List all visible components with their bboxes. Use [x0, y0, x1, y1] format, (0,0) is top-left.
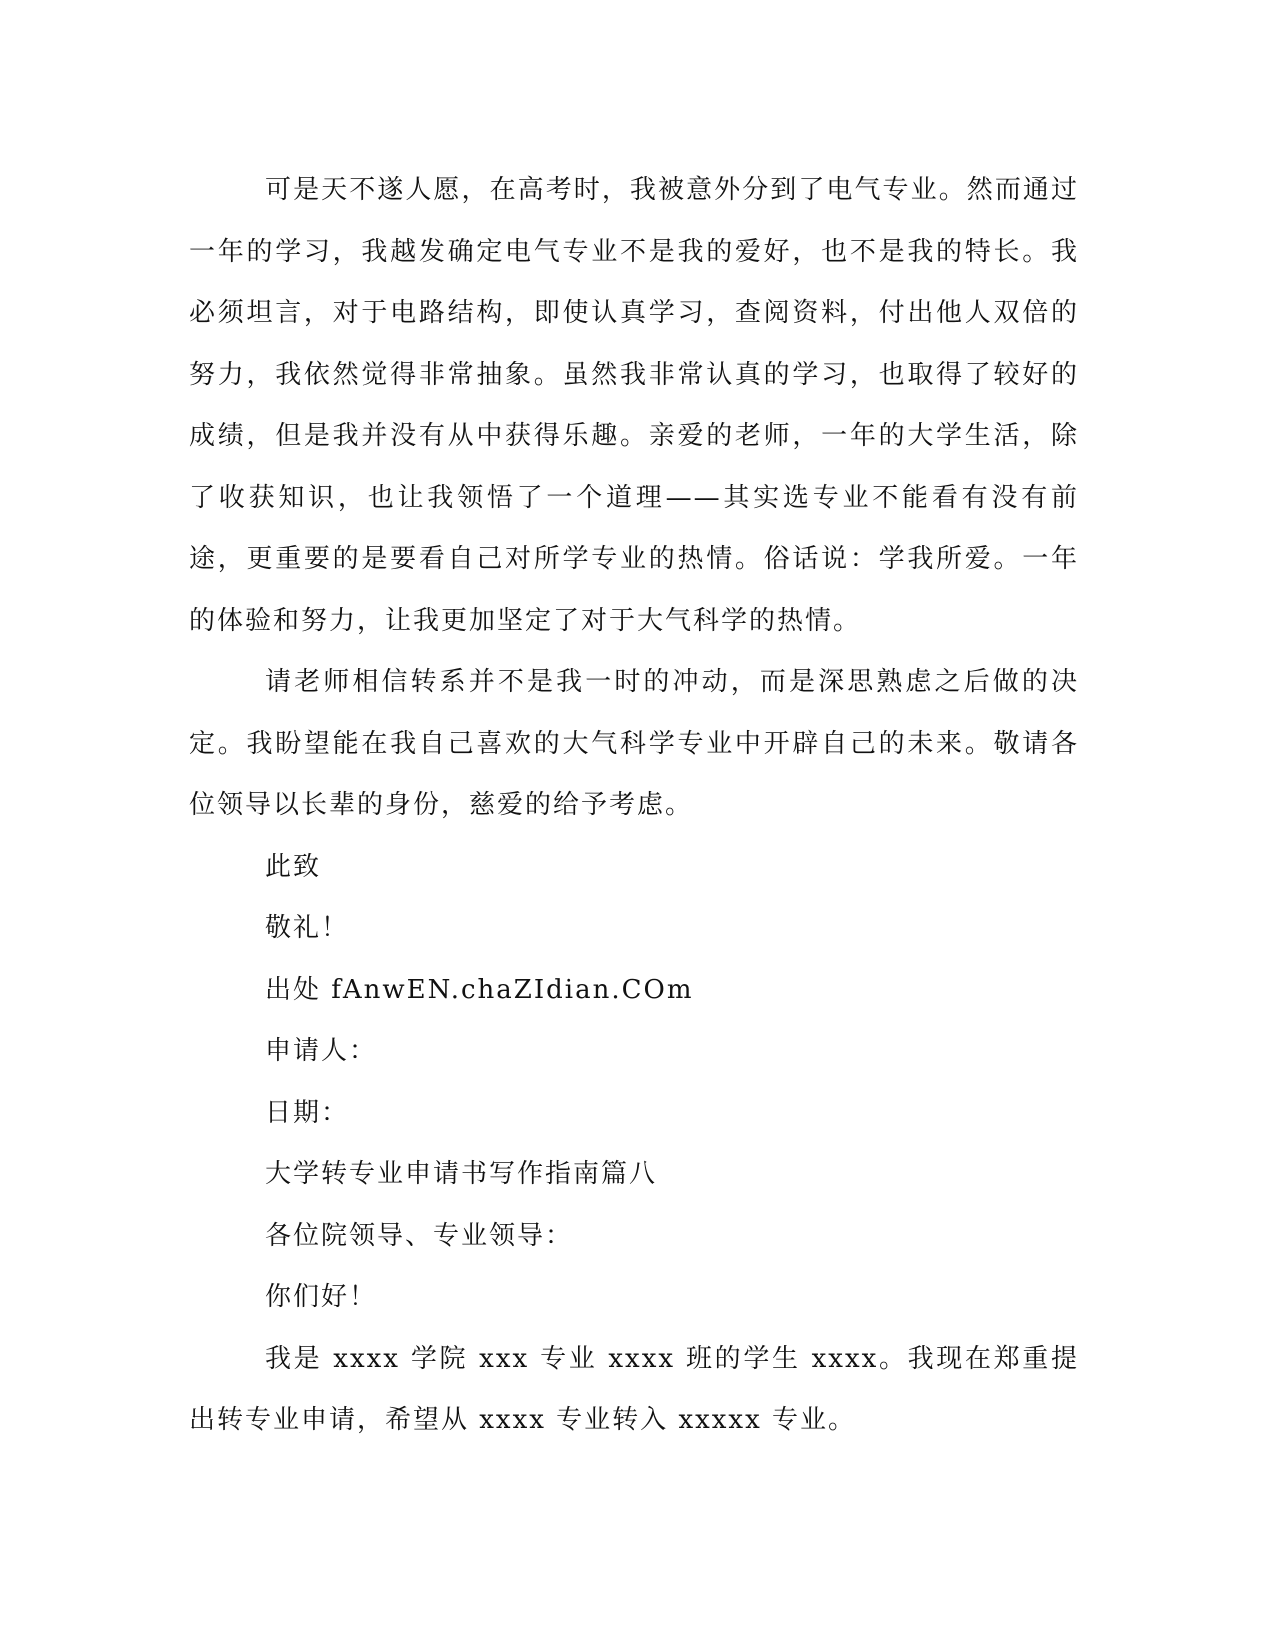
closing-salutation: 此致 — [265, 851, 322, 882]
closing-regards: 敬礼！ — [265, 913, 350, 943]
date-line: 日期： — [265, 1097, 350, 1128]
greeting: 你们好！ — [265, 1282, 378, 1312]
applicant-line: 申请人： — [265, 1036, 378, 1066]
source-line: 出处 fAnwEN.chaZIdian.COm — [265, 974, 694, 1005]
body-paragraph-1: 可是天不遂人愿，在高考时，我被意外分到了电气专业。然而通过一年的学习，我越发确定电气专业不是我的爱好，也不是我的特长。我必须坦言，对于电路结构，即使认真学习，查阅资料，付出他人双倍的努力，我依然觉得非常抽象。虽然我非常认真的学习，也取得了较好的成绩，但是我并没有从中获得乐趣。亲爱的老师，一年的大学生活，除了收获知识，也让我领悟了一个道理——其实选专业不能看有没有前途，更重要的是要看自己对所学专业的热情。俗话说：学我所爱。一年的体验和努力，让我更加坚定了对于大气科学的热情。 — [189, 175, 1079, 636]
greeting-recipient: 各位院领导、专业领导： — [265, 1220, 574, 1251]
section-title: 大学转专业申请书写作指南篇八 — [265, 1159, 658, 1189]
document-body — [189, 160, 1079, 1452]
body-paragraph-3: 我是 xxxx 学院 xxx 专业 xxxx 班的学生 xxxx。我现在郑重提出转专业申请，希望从 xxxx 专业转入 xxxxx 专业。 — [189, 1343, 1079, 1435]
body-paragraph-2: 请老师相信转系并不是我一时的冲动，而是深思熟虑之后做的决定。我盼望能在我自己喜欢的大气科学专业中开辟自己的未来。敬请各位领导以长辈的身份，慈爱的给予考虑。 — [189, 667, 1079, 820]
